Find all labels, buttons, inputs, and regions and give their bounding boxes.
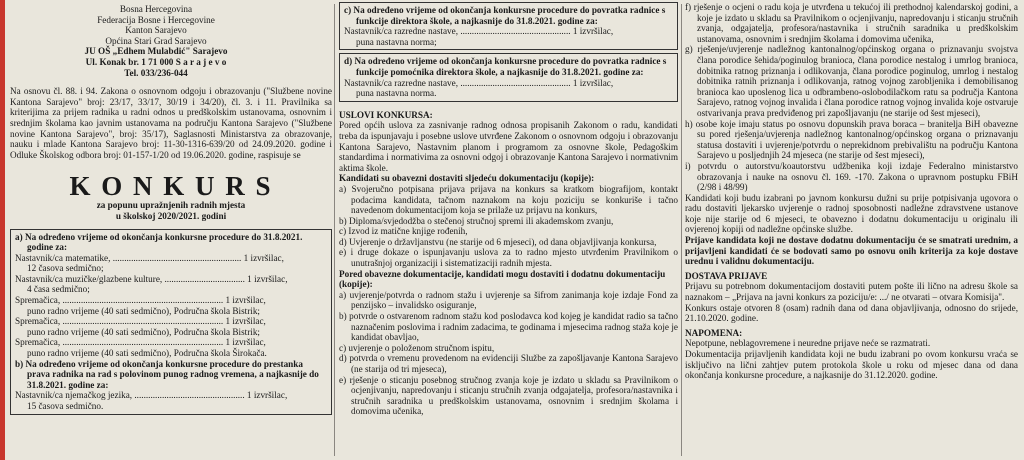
doc-item: d) Uvjerenje o državljanstvu (ne starije od 6 mjeseci), od dana objavljivanja konkursa, <box>339 236 657 247</box>
napomena-text: Nepotpune, neblagovremene i neuredne prijave neće se razmatrati. <box>685 338 931 349</box>
section-a-item <box>15 274 327 295</box>
konkurs-subtitle: za popunu upražnjenih radnih mjesta u školskoj 2020/2021. godini <box>96 200 246 221</box>
doc-item: e) i druge dokaze o ispunjavanju uslova za to radno mjesto utvrđenim Pravilnikom o unutrašnjoj organizaciji i sistematizaciji radnih mjesta. <box>339 247 678 269</box>
section-a-item <box>15 253 327 274</box>
column-2 <box>339 0 678 460</box>
extra-item: f) rješenje o ocjeni o radu koja je utvrđena u tekućoj ili prethodnoj kalendarskoj godini, a koje je izdato u skladu sa Pravilnikom o ocjenjivanju, napredovanju i sticanju stručnih zvanja, odgajatelja, profesora/nastavnika i stručnih saradnika u predškolskim ustanovama, osnovnim i srednjim školama i domovima učenika, <box>685 2 1018 44</box>
section-a-box <box>10 229 332 415</box>
header-line: Općina Stari Grad Sarajevo <box>105 35 207 46</box>
section-a-item <box>15 316 327 337</box>
section-b-item <box>15 390 327 411</box>
extra-item: b) potvrde o ostvarenom radnom stažu kod poslodavca kod kojeg je kandidat radio sa tačno naznačenim poslovima i radnim zadacima, te godinama i mjesecima radnog staža koje je kandidat obavljao, <box>339 311 678 343</box>
extra-heading: Pored obavezne dokumentacije, kandidati mogu dostaviti i dodatnu dokumentaciju (kopije): <box>339 268 666 290</box>
extra-item: h) osobe koje imaju status po osnovu dopunskih prava boraca – branitelja BiH obavezne su pored rješenja/uvjerenja nadležnog kantonalnog/općinskog organa o priznavanju statusa dostaviti i uvjerenje/potvrdu o neprekidnom prebivalištu na području Kantona Sarajevo u posljednjih 24 mjeseca (ne starije od šest mjeseci), <box>685 118 1018 161</box>
extra-item: i) potvrdu o autorstvu/koautorstvu udžbenika koji izdaje Federalno ministarstvo obrazovanja i nauke na osnovu čl. 169. -170. Zakona o upravnom postupku FBiH (2/98 i 48/99) <box>685 160 1018 193</box>
item-sub: puno radno vrijeme (40 sati sedmično), Područna škola Širokača. <box>27 348 267 359</box>
item-sub: 4 časa sedmično; <box>27 284 90 295</box>
extra-item: g) rješenje/uvjerenje nadležnog kantonalnog/općinskog organa o priznavanju svojstva člana porodice šehida/poginulog branioca, člana porodice nestalog i umrlog branioca, dobitnika ratnog priznanja i odlikovanja, člana porodice poginulog, umrlog i nestalog dobitnika ratnih priznanja i odlikovanja, ratnog vojnog zarobljenika i demobilisanog branioca kao uposlenog lica u odbrambeno-oslobodilačkom ratu sa područja Kantona Sarajevo, ratnog vojnog invalida i člana porodice ratnog vojnog invalida koje ostvaruje ostvarivanja prava predviđenog pri zapošljavanju (ne starije od šest mjeseci), <box>685 44 1018 118</box>
item-sub: 15 časova sedmično. <box>27 401 104 411</box>
column-3 <box>685 0 1018 460</box>
column-divider <box>334 4 335 456</box>
school-header <box>10 4 332 78</box>
doc-item: c) Izvod iz matične knjige rođenih, <box>339 226 468 237</box>
intro-paragraph: Na osnovu čl. 88. i 94. Zakona o osnovnom odgoju i obrazovanju ("Službene novine Kantona Sarajevo" broj: 23/17, 33/17, 30/19 i 34/20), čl. 3. i 11. Pravilnika sa kriterijima za prijem radnika u radni odnos u predškolskim ustanovama, osnovnim i srednjim školama kao javnim ustanovama na području Kantona Sarajevo ("Službene novine Kantona Sarajevo", broj: 35/17), Saglasnosti Ministarstva za obrazovanje, nauku i mlade Kantona Sarajevo broj: 11-30-1316-639/20 od 24.09.2020. godine i Odluke Školskog odbora broj: 01-157-1/20 od 19.06.2020. godine, raspisuje se <box>10 86 332 160</box>
item-line: Spremačica, ...................................................................... 1 izvršilac, <box>15 295 266 306</box>
red-edge-bar <box>0 0 5 460</box>
item-line: Spremačica, ...................................................................... 1 izvršilac, <box>15 316 266 327</box>
item-sub: puna nastavna norma. <box>356 88 437 99</box>
header-line: Kanton Sarajevo <box>125 25 187 36</box>
section-d-heading: d) Na određeno vrijeme od okončanja konkursne procedure do povratka radnice s funkcije pomoćnika direktora škole, a najkasnije do 31.8.2021. godine za: <box>344 56 667 77</box>
konkurs-open-text: Konkurs ostaje otvoren 8 (osam) radnih dana od dana objavljivanja, odnosno do srijede, 21.10.2020. godine. <box>685 302 1018 324</box>
item-line: Nastavnik/ca njemačkog jezika, ................................................ 1 izvršilac, <box>15 390 288 401</box>
column-divider <box>681 4 682 456</box>
note-bold-paragraph: Prijave kandidata koji ne dostave dodatnu dokumentaciju će se smatrati urednim, a prijavljeni kandidati će se bodovati samo po osnovu onih kriterija za koje dostave urednu i validnu dokumentaciju. <box>685 235 1018 267</box>
header-phone: Tel. 033/236-044 <box>124 67 188 78</box>
header-line: Federacija Bosne i Hercegovine <box>97 14 215 25</box>
item-sub: puna nastavna norma; <box>356 36 437 47</box>
docs-heading: Kandidati su obavezni dostaviti sljedeću dokumentaciju (kopije): <box>339 173 595 184</box>
uslovi-heading: USLOVI KONKURSA: <box>339 109 433 120</box>
header-address: Ul. Konak br. 1 71 000 S a r a j e v o <box>85 56 227 67</box>
extra-item: d) potvrda o vremenu provedenom na evidenciji Službe za zapošljavanje Kantona Sarajevo (ne starija od tri mjeseca), <box>339 353 678 374</box>
section-a-item <box>15 295 327 316</box>
doc-item: a) Svojeručno potpisana prijava prijava na konkurs sa kratkom biografijom, kontakt podacima kandidata, tačnom naznakom na koju poziciju se konkuriše i tačno navedenom dokumentacijom koja se prilaže uz prijavu na konkurs, <box>339 183 678 216</box>
konkurs-title: K O N K U R S <box>69 171 273 202</box>
dostava-text: Prijavu su potrebnom dokumentacijom dostaviti putem pošte ili lično na adresu škole sa naznakom – „Prijava na javni konkurs za poziciju/e: .../ ne otvarati – otvara Komisija". <box>685 281 1018 303</box>
item-line: Nastavnik/ca razredne nastave, ................................................ 1 izvršilac, <box>344 26 614 37</box>
item-sub: 12 časova sedmično; <box>27 263 104 274</box>
section-b-heading: b) Na određeno vrijeme od okončanja konkursne procedure do prestanka prava radnika na rad s polovinom punog radnog vremena, a najkasnije do 31.8.2021. godine za: <box>15 358 319 390</box>
health-paragraph: Kandidati koji budu izabrani po javnom konkursu dužni su prije potpisivanja ugovora o radu dostaviti ljekarsko uvjerenje o radnoj sposobnosti nadležne zdravstvene ustanove koje nije starije od 6 mjeseci, te obavezno i dodatnu dokumentaciju u originalu ili ovjerenoj kopiji od nadležne općinske službe. <box>685 192 1018 235</box>
section-a-heading: a) Na određeno vrijeme od okončanja konkursne procedure do 31.8.2021. godine za: <box>15 231 303 253</box>
extra-item: c) uvjerenje o položenom stručnom ispitu, <box>339 342 495 353</box>
section-a-item <box>15 337 327 358</box>
item-sub: puno radno vrijeme (40 sati sedmično), Područna škola Bistrik; <box>27 305 260 316</box>
doc-item: b) Diploma/svjedodžba o stečenoj stručnoj spremi ili akademskom zvanju, <box>339 215 614 226</box>
napomena-text: Dokumentacija prijavljenih kandidata koji ne budu izabrani po ovom konkursu vraća se isključivo na lični zahtjev putem protokola škole u roku od mjesec dana od dana okončanja konkursne procedure, a najkasnije do 31.12.2020. godine. <box>685 349 1018 381</box>
section-d-box <box>339 53 678 101</box>
column-1 <box>10 0 332 460</box>
uslovi-text: Pored općih uslova za zasnivanje radnog odnosa propisanih Zakonom o radu, kandidati treba da ispunjavaju i posebne uslove utvrđene Zakonom o osnovnom odgoju i obrazovanju Kantona Sarajevo, Nastavnim planom i programom za osnovne škole, Pedagoškim standardima i normativima za osnovni odgoj i obrazovanje Kantona Sarajevo i normativnim aktima škole. <box>339 120 678 173</box>
header-line: Bosna Hercegovina <box>119 4 193 14</box>
dostava-heading: DOSTAVA PRIJAVE <box>685 270 768 281</box>
item-line: Spremačica, ...................................................................... 1 izvršilac, <box>15 337 266 348</box>
section-c-box <box>339 2 678 50</box>
extra-item: e) rješenje o sticanju posebnog stručnog zvanja koje je izdato u skladu sa Pravilnikom o ocjenjivanju, napredovanju i sticanju stručnih zvanja odgajatelja, profesora/nastavnika i stručnih saradnika u predškolskim ustanovama, osnovnim i srednjim školama i domovima učenika, <box>339 374 678 417</box>
item-sub: puno radno vrijeme (40 sati sedmično), Područna škola Bistrik; <box>27 326 260 337</box>
item-line: Nastavnik/ca muzičke/glazbene kulture, ................................... 1 izvršilac, <box>15 273 288 284</box>
item-line: Nastavnik/ca matematike, ........................................................ 1 izvršilac, <box>15 252 284 263</box>
header-school-name: JU OŠ „Edhem Mulabdić" Sarajevo <box>84 46 228 57</box>
section-c-heading: c) Na određeno vrijeme od okončanja konkursne procedure do povratka radnice s funkcije direktora škole, a najkasnije do 31.8.2021. godine za: <box>344 5 666 26</box>
napomena-heading: NAPOMENA: <box>685 327 743 338</box>
extra-item: a) uvjerenje/potvrda o radnom stažu i uvjerenje sa šifrom zanimanja koje izdaje Fond za penzijsko – invalidsko osiguranje, <box>339 289 678 311</box>
item-line: Nastavnik/ca razredne nastave, ................................................ 1 izvršilac, <box>344 77 614 88</box>
